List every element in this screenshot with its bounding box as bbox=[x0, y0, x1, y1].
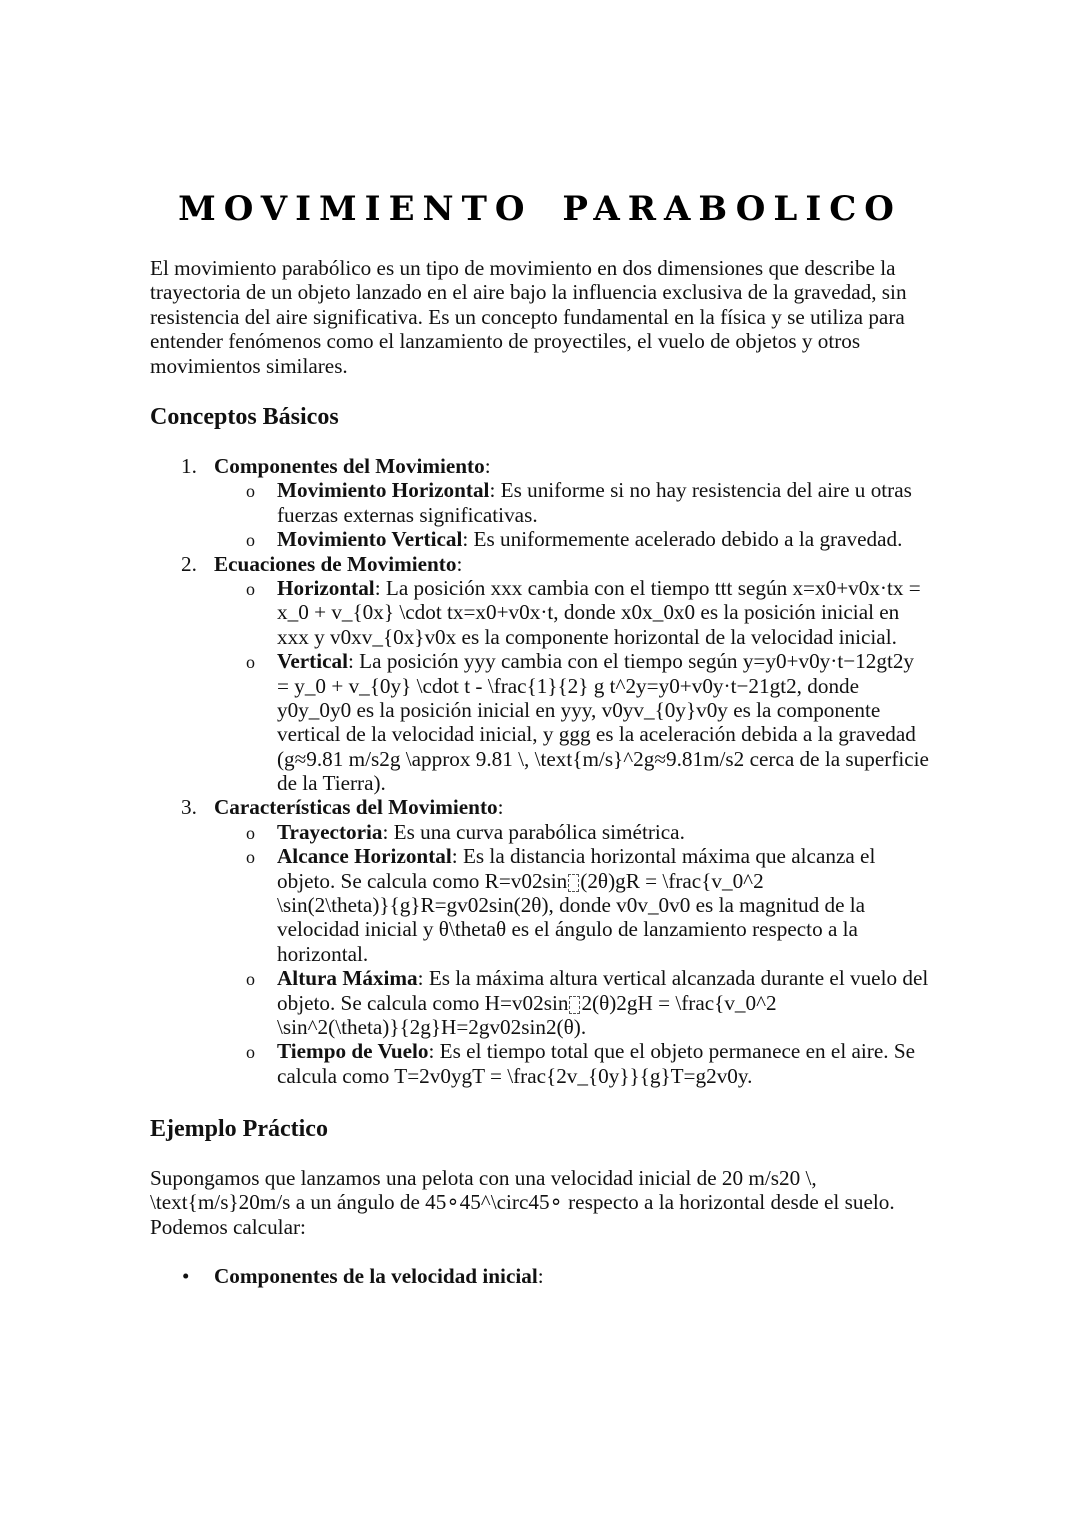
bullet-item bbox=[150, 1264, 544, 1288]
sub-bullet-marker: o bbox=[246, 1042, 255, 1063]
list-number: 3. bbox=[181, 795, 197, 820]
sub-item-continuation-line: = y_0 + v_{0y} \cdot t - \frac{1}{2} g t^2y=y0+v0y·t−21gt2, donde bbox=[277, 673, 860, 698]
sub-item-label: Movimiento Horizontal bbox=[277, 478, 490, 503]
sub-item-first-line bbox=[150, 1039, 929, 1063]
list-item bbox=[150, 552, 929, 796]
sub-item-first-line bbox=[150, 820, 929, 844]
example-line: Supongamos que lanzamos una pelota con una velocidad inicial de 20 m/s20 \, bbox=[150, 1166, 817, 1190]
formula-text-before: objeto. Se calcula como H=v02sin bbox=[277, 990, 569, 1015]
sub-item-first-line bbox=[150, 478, 929, 502]
sub-item-first-line bbox=[150, 576, 929, 600]
example-line: Podemos calcular: bbox=[150, 1214, 306, 1239]
sub-list-item bbox=[150, 1039, 929, 1088]
intro-line: trayectoria de un objeto lanzado en el aire bajo la influencia exclusiva de la gravedad, sin bbox=[150, 280, 907, 305]
intro-line: movimientos similares. bbox=[150, 353, 348, 378]
sub-list-item bbox=[150, 966, 929, 1039]
sub-list-item bbox=[150, 527, 929, 551]
sub-bullet-marker: o bbox=[246, 652, 255, 673]
missing-glyph-icon bbox=[569, 996, 580, 1014]
sub-item-label: Tiempo de Vuelo bbox=[277, 1039, 429, 1064]
sub-item-first-line bbox=[150, 527, 929, 551]
formula-text-after: (2θ)gR = \frac{v_0^2 bbox=[580, 868, 764, 893]
sub-item-label: Trayectoria bbox=[277, 819, 383, 844]
list-item-label: Ecuaciones de Movimiento bbox=[214, 551, 457, 576]
list-item-label: Componentes del Movimiento bbox=[214, 454, 485, 478]
sub-bullet-marker: o bbox=[246, 578, 255, 599]
formula-text-before: objeto. Se calcula como R=v02sin bbox=[277, 868, 568, 893]
intro-line: El movimiento parabólico es un tipo de movimiento en dos dimensiones que describe la bbox=[150, 256, 896, 280]
sub-item-first-line bbox=[150, 649, 929, 673]
list-item-heading bbox=[150, 795, 929, 819]
sub-item-text: : Es una curva parabólica simétrica. bbox=[382, 819, 685, 844]
formula-text-after: 2(θ)2gH = \frac{v_0^2 bbox=[581, 990, 777, 1015]
sub-item-continuation-line: horizontal. bbox=[277, 941, 369, 966]
list-item-suffix: : bbox=[456, 551, 463, 576]
sub-list-item bbox=[150, 844, 929, 966]
sub-item-text: : La posición yyy cambia con el tiempo según y=y0+v0y·t−12gt2y bbox=[348, 649, 915, 674]
sub-list-item bbox=[150, 576, 929, 649]
sub-item-continuation-line: vertical de la velocidad inicial, y ggg es la aceleración debida a la gravedad bbox=[277, 722, 916, 747]
list-item-suffix: : bbox=[484, 454, 491, 478]
list-item-label: Características del Movimiento bbox=[214, 795, 498, 820]
sub-item-label: Horizontal bbox=[277, 575, 375, 600]
sub-item-text: : Es uniforme si no hay resistencia del aire u otras bbox=[489, 478, 912, 503]
sub-item-continuation-line: calcula como T=2v0ygT = \frac{2v_{0y}}{g}T=g2v0y. bbox=[277, 1063, 753, 1088]
list-number: 1. bbox=[181, 454, 197, 478]
sub-item-first-line bbox=[150, 844, 929, 868]
sub-item-continuation-line: x_0 + v_{0x} \cdot tx=x0+v0x·t, donde x0x_0x0 es la posición inicial en bbox=[277, 600, 900, 625]
sub-bullet-marker: o bbox=[246, 969, 255, 990]
sub-bullet-marker: o bbox=[246, 530, 255, 551]
sub-item-formula-line bbox=[150, 869, 929, 893]
intro-line: entender fenómenos como el lanzamiento de proyectiles, el vuelo de objetos y otros bbox=[150, 329, 861, 354]
example-line: \text{m/s}20m/s a un ángulo de 45∘45^\circ45∘ respecto a la horizontal desde el suelo. bbox=[150, 1190, 895, 1215]
list-item-heading bbox=[150, 454, 929, 478]
sub-item-continuation-line: \sin(2\theta)}{g}R=gv02sin(2θ), donde v0v_0v0 es la magnitud de la bbox=[277, 893, 866, 918]
sub-item-text: : Es la distancia horizontal máxima que alcanza el bbox=[451, 844, 876, 869]
example-paragraph bbox=[150, 1166, 895, 1239]
list-number: 2. bbox=[181, 551, 197, 576]
sub-item-continuation-line: y0y_0y0 es la posición inicial en yyy, v0yv_{0y}v0y es la componente bbox=[277, 697, 881, 722]
intro-paragraph bbox=[150, 256, 907, 378]
missing-glyph-icon bbox=[568, 874, 579, 892]
sub-bullet-marker: o bbox=[246, 822, 255, 843]
sub-item-continuation-line: fuerzas externas significativas. bbox=[277, 502, 538, 527]
sub-item-label: Altura Máxima bbox=[277, 966, 418, 991]
sub-list-item bbox=[150, 820, 929, 844]
sub-item-text: : Es uniformemente acelerado debido a la gravedad. bbox=[462, 527, 903, 552]
bullet-item-label: Componentes de la velocidad inicial bbox=[214, 1264, 538, 1288]
sub-item-text: : La posición xxx cambia con el tiempo ttt según x=x0+v0x·tx = bbox=[374, 575, 921, 600]
sub-item-continuation-line: velocidad inicial y θ\thetaθ es el ángulo de lanzamiento respecto a la bbox=[277, 917, 858, 942]
concepts-numbered-list bbox=[150, 454, 929, 1088]
sub-item-first-line bbox=[150, 966, 929, 990]
sub-item-formula-line bbox=[150, 991, 929, 1015]
sub-item-continuation-line: de la Tierra). bbox=[277, 771, 386, 796]
sub-item-continuation-line: \sin^2(\theta)}{2g}H=2gv02sin2(θ). bbox=[277, 1014, 587, 1039]
sub-item-label: Movimiento Vertical bbox=[277, 527, 463, 552]
sub-bullet-marker: o bbox=[246, 481, 255, 502]
sub-list-item bbox=[150, 649, 929, 795]
list-item-heading bbox=[150, 552, 929, 576]
sub-item-continuation-line: (g≈9.81 m/s2g \approx 9.81 \, \text{m/s}^2g≈9.81m/s2 cerca de la superficie bbox=[277, 746, 929, 771]
sub-item-continuation-line: xxx y v0xv_{0x}v0x es la componente horizontal de la velocidad inicial. bbox=[277, 624, 897, 649]
sub-item-text: : Es la máxima altura vertical alcanzada durante el vuelo del bbox=[417, 966, 929, 991]
example-bullet-list bbox=[150, 1264, 544, 1288]
sub-item-text: : Es el tiempo total que el objeto permanece en el aire. Se bbox=[428, 1039, 916, 1064]
sub-item-label: Vertical bbox=[277, 649, 348, 674]
sub-item-label: Alcance Horizontal bbox=[277, 844, 452, 869]
document-title: MOVIMIENTO PARABOLICO bbox=[178, 189, 902, 229]
bullet-item-suffix: : bbox=[537, 1264, 544, 1288]
section-heading-conceptos: Conceptos Básicos bbox=[150, 404, 339, 430]
bullet-marker: • bbox=[182, 1264, 190, 1288]
sub-bullet-marker: o bbox=[246, 847, 255, 868]
list-item bbox=[150, 454, 929, 552]
section-heading-ejemplo: Ejemplo Práctico bbox=[150, 1116, 328, 1142]
list-item-suffix: : bbox=[497, 795, 504, 820]
intro-line: resistencia del aire significativa. Es un concepto fundamental en la física y se utiliza para bbox=[150, 304, 905, 329]
sub-list-item bbox=[150, 478, 929, 527]
list-item bbox=[150, 795, 929, 1088]
